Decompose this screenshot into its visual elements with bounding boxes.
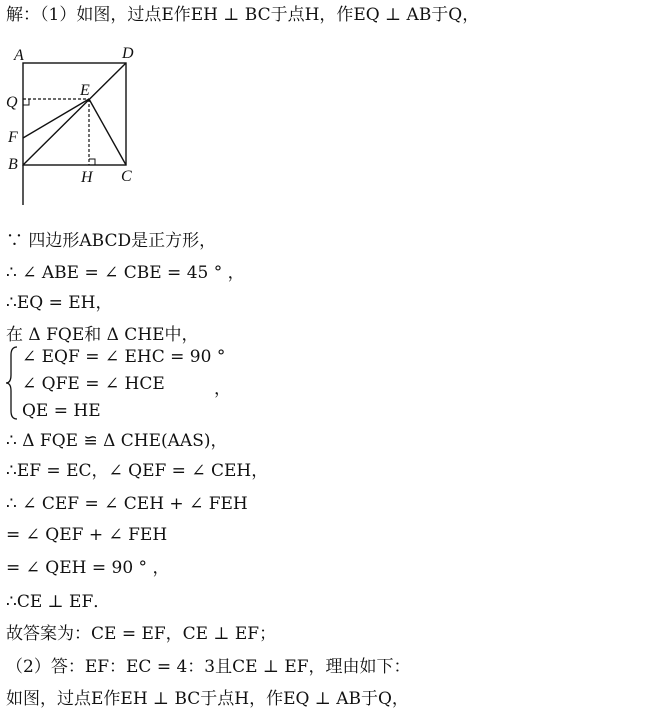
proof-line-4: 在 Δ FQE和 Δ CHE中， (6, 325, 199, 345)
proof-line-6: ∴EF = EC，∠ QEF = ∠ CEH， (6, 461, 269, 481)
system-eq-2: ∠ QFE = ∠ HCE (22, 374, 165, 394)
geometry-figure (0, 38, 150, 208)
segment-ec (89, 99, 126, 165)
label-d: D (122, 45, 134, 62)
proof-line-2: ∴ ∠ ABE = ∠ CBE = 45 ° ， (6, 263, 245, 283)
proof-line-3: ∴EQ = EH， (6, 293, 113, 313)
right-angle-q (23, 99, 29, 105)
solution-intro: 解：（1）如图，过点E作EH ⊥ BC于点H，作EQ ⊥ AB于Q， (6, 5, 480, 25)
right-angle-h (89, 159, 95, 165)
diagonal-bd (23, 63, 126, 165)
proof-line-1: ∵ 四边形ABCD是正方形， (6, 231, 217, 251)
system-brace (5, 345, 19, 421)
proof-line-5: ∴ Δ FQE ≌ Δ CHE(AAS)， (6, 431, 228, 451)
label-e: E (80, 82, 90, 99)
proof-line-7: ∴ ∠ CEF = ∠ CEH + ∠ FEH (6, 494, 248, 514)
proof-line-8: = ∠ QEF + ∠ FEH (6, 525, 168, 545)
label-c: C (121, 168, 132, 185)
system-comma: ， (214, 379, 231, 399)
label-h: H (81, 169, 93, 186)
part-2-intro: 如图，过点E作EH ⊥ BC于点H，作EQ ⊥ AB于Q， (6, 689, 409, 709)
label-b: B (8, 156, 18, 173)
proof-line-9: = ∠ QEH = 90 ° ， (6, 558, 170, 578)
label-f: F (8, 129, 18, 146)
label-q: Q (6, 94, 18, 111)
label-a: A (14, 47, 24, 64)
proof-line-10: ∴CE ⊥ EF． (6, 592, 111, 612)
part-2-answer: （2）答：EF：EC = 4：3且CE ⊥ EF，理由如下： (6, 657, 411, 677)
answer-line: 故答案为：CE = EF，CE ⊥ EF； (6, 624, 277, 644)
system-eq-3: QE = HE (22, 401, 101, 421)
system-eq-1: ∠ EQF = ∠ EHC = 90 ° (22, 347, 226, 367)
